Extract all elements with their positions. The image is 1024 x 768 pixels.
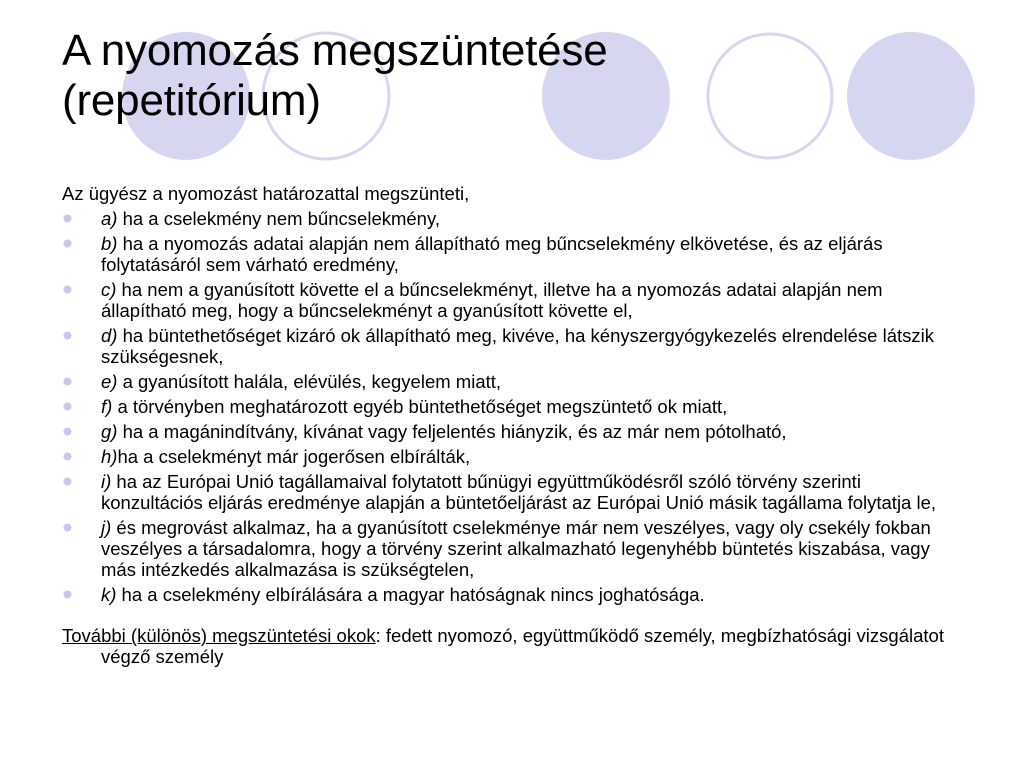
list-item [62, 325, 962, 367]
item-text: ha a magánindítvány, kívánat vagy feljelentés hiányzik, és az már nem pótolható, [117, 421, 787, 442]
item-marker: g) [101, 421, 118, 442]
item-text: ha a cselekmény elbírálására a magyar hatóságnak nincs joghatósága. [116, 584, 705, 605]
decor-circle-icon-5 [847, 32, 975, 160]
circle-bullet-icon [63, 477, 72, 486]
item-marker: d) [101, 325, 118, 346]
list-item [62, 371, 962, 392]
list-item [62, 208, 962, 229]
intro-text: Az ügyész a nyomozást határozattal megszünteti, [62, 183, 470, 204]
item-marker: a) [101, 208, 118, 229]
item-text: ha a cselekményt már jogerősen elbírálták, [117, 446, 471, 467]
termination-grounds-list [62, 208, 962, 605]
circle-bullet-icon [63, 285, 72, 294]
item-text: a törvényben meghatározott egyéb büntethetőséget megszüntető ok miatt, [112, 396, 728, 417]
circle-bullet-icon [63, 239, 72, 248]
slide-title [62, 26, 608, 126]
list-item [62, 517, 962, 580]
item-marker: b) [101, 233, 118, 254]
circle-bullet-icon [63, 402, 72, 411]
list-item [62, 233, 962, 275]
item-marker: e) [101, 371, 118, 392]
decor-circle-icon-4 [708, 34, 832, 158]
circle-bullet-icon [63, 590, 72, 599]
circle-bullet-icon [63, 427, 72, 436]
slide-body [62, 183, 962, 686]
item-text: ha nem a gyanúsított követte el a bűncselekményt, illetve ha a nyomozás adatai alapján nem állapítható meg, hogy a bűncselekményt a gyanúsított követte el, [101, 279, 883, 321]
item-text: ha büntethetőséget kizáró ok állapítható meg, kivéve, ha kényszergyógykezelés elrendelése látszik szükségesnek, [101, 325, 934, 367]
circle-bullet-icon [63, 523, 72, 532]
circle-bullet-icon [63, 377, 72, 386]
item-text: és megrovást alkalmaz, ha a gyanúsított cselekménye már nem veszélyes, vagy oly csekély fokban veszélyes a társadalomra, hogy a törvény szerint alkalmazható legenyhébb büntetés kiszabása, vagy más intézkedés alkalmazása is szükségtelen, [101, 517, 931, 580]
further-grounds [62, 625, 962, 667]
item-marker: f) [101, 396, 113, 417]
list-item [62, 446, 962, 467]
further-grounds-label: További (különös) megszüntetési okok [62, 625, 376, 646]
circle-bullet-icon [63, 331, 72, 340]
item-marker: k) [101, 584, 117, 605]
item-text: ha a cselekmény nem bűncselekmény, [117, 208, 440, 229]
list-item [62, 279, 962, 321]
item-marker: h) [101, 446, 118, 467]
list-item [62, 584, 962, 605]
item-text: ha az Európai Unió tagállamaival folytatott bűnügyi együttműködésről szóló törvény szerinti konzultációs eljárás eredménye alapján a büntetőeljárást az Európai Unió másik tagállama folytatja le, [101, 471, 937, 513]
circle-bullet-icon [63, 452, 72, 461]
circle-bullet-icon [63, 214, 72, 223]
list-item [62, 471, 962, 513]
item-marker: c) [101, 279, 117, 300]
item-text: ha a nyomozás adatai alapján nem állapítható meg bűncselekmény elkövetése, és az eljárás folytatásáról sem várható eredmény, [101, 233, 883, 275]
item-marker: j) [101, 517, 112, 538]
list-item [62, 396, 962, 417]
item-text: a gyanúsított halála, elévülés, kegyelem miatt, [117, 371, 502, 392]
slide-title-line-1: A nyomozás megszüntetése [62, 26, 608, 75]
slide-title-line-2: (repetitórium) [62, 76, 321, 125]
list-item [62, 421, 962, 442]
further-grounds-text: : fedett nyomozó, együttműködő személy, megbízhatósági vizsgálatot végző személy [101, 625, 944, 667]
item-marker: i) [101, 471, 112, 492]
